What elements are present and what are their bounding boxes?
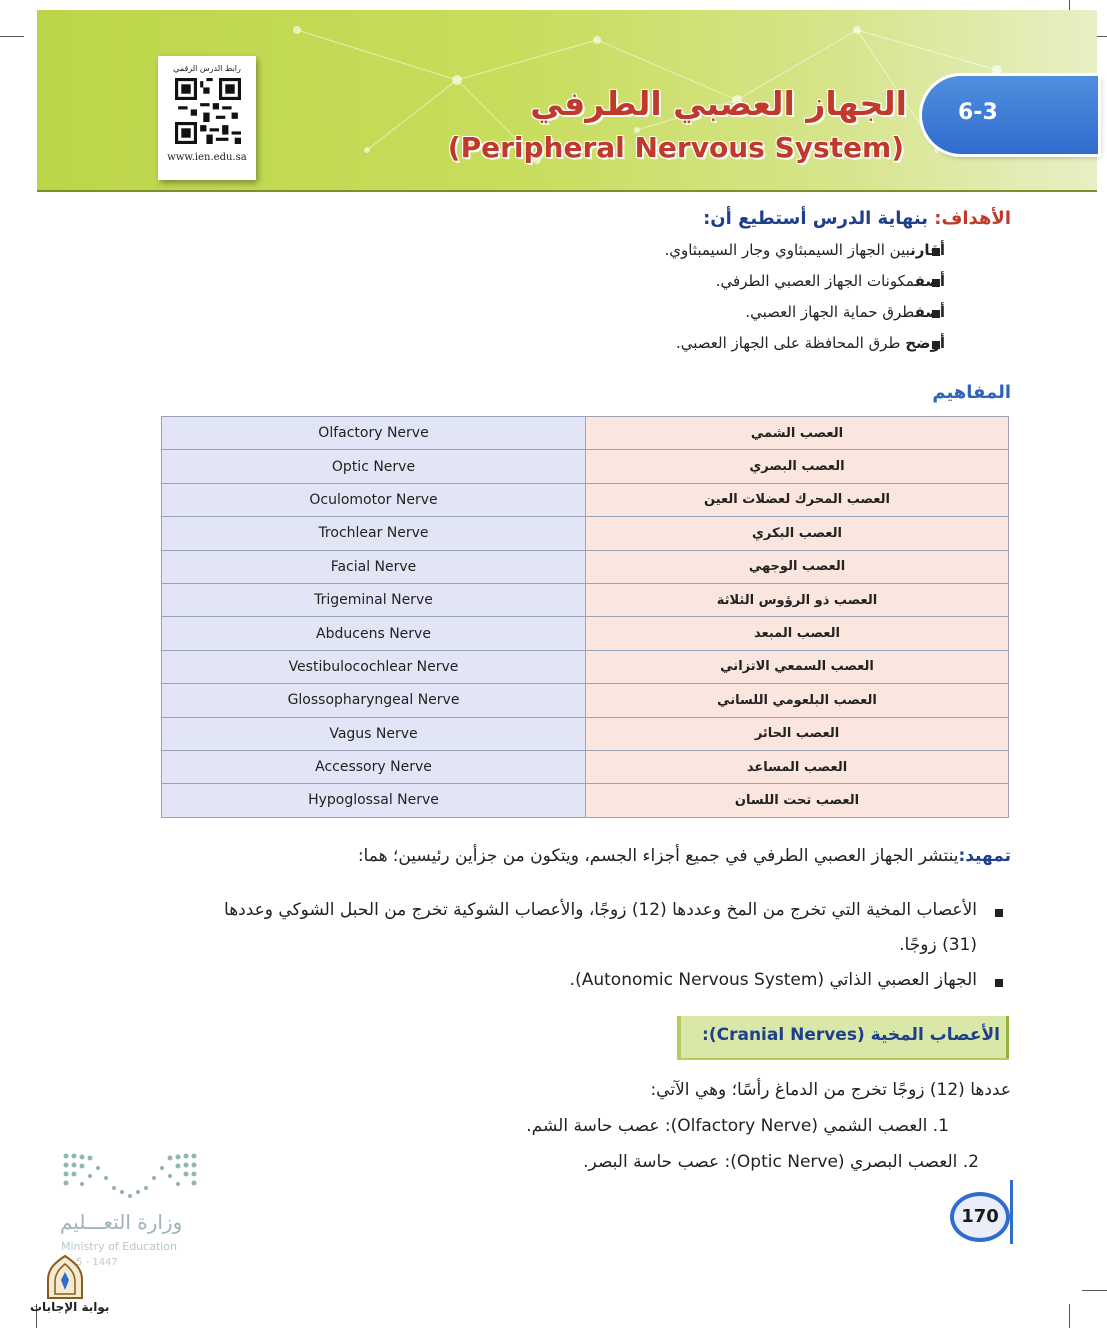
portal-name: بوابة الإجابات — [30, 1300, 110, 1314]
qr-code-icon[interactable] — [175, 78, 241, 144]
term-en: Trigeminal Nerve — [162, 583, 586, 616]
goal-item — [716, 272, 945, 290]
term-ar: العصب البصري — [586, 450, 1009, 483]
term-ar: العصب ذو الرؤوس الثلاثة — [586, 583, 1009, 616]
term-ar: العصب تحت اللسان — [586, 784, 1009, 817]
page-number: 170 — [950, 1192, 1010, 1242]
table-row — [162, 650, 1009, 683]
bullet-icon — [995, 909, 1003, 917]
crop-mark — [0, 36, 24, 37]
intro-bullet-1: الأعصاب المخية التي تخرج من المخ وعددها (12) زوجًا، والأعصاب الشوكية تخرج من الحبل الشوكي وعددها — [224, 900, 977, 920]
intro-paragraph — [358, 846, 1011, 866]
portal-logo-icon — [44, 1254, 86, 1300]
term-en: Oculomotor Nerve — [162, 483, 586, 516]
ministry-name-ar: وزارة التعـــليم — [60, 1210, 183, 1234]
term-ar: العصب البلعومي اللساني — [586, 684, 1009, 717]
table-row — [162, 417, 1009, 450]
table-row — [162, 784, 1009, 817]
cranial-lead: عددها (12) زوجًا تخرج من الدماغ رأسًا؛ وهي الآتي: — [650, 1080, 1011, 1100]
lesson-title-ar: الجهاز العصبي الطرفي — [530, 84, 907, 123]
table-row — [162, 517, 1009, 550]
goal-item — [676, 334, 945, 352]
goals-heading — [703, 208, 1011, 229]
goal-text: طرق المحافظة على الجهاز العصبي. — [676, 334, 906, 352]
goals-key: الأهداف: — [934, 208, 1011, 229]
table-row — [162, 483, 1009, 516]
crop-mark — [1069, 1304, 1070, 1328]
term-en: Optic Nerve — [162, 450, 586, 483]
ministry-logo-icon — [60, 1150, 200, 1200]
term-en: Abducens Nerve — [162, 617, 586, 650]
table-row — [162, 550, 1009, 583]
goal-verb: أقارن — [910, 241, 945, 259]
goal-item — [745, 303, 945, 321]
term-ar: العصب المبعد — [586, 617, 1009, 650]
cranial-item: 2. العصب البصري (Optic Nerve): عصب حاسة البصر. — [583, 1152, 979, 1172]
goal-item — [664, 241, 945, 259]
term-en: Trochlear Nerve — [162, 517, 586, 550]
ministry-name-en: Ministry of Education — [61, 1240, 178, 1253]
goal-verb: أصف — [914, 303, 945, 321]
intro-text: ينتشر الجهاز العصبي الطرفي في جميع أجزاء الجسم، ويتكون من جزأين رئيسين؛ هما: — [357, 846, 959, 866]
term-ar: العصب المحرك لعضلات العين — [586, 483, 1009, 516]
table-row — [162, 583, 1009, 616]
goal-text: طرق حماية الجهاز العصبي. — [745, 303, 915, 321]
term-en: Glossopharyngeal Nerve — [162, 684, 586, 717]
ministry-year: 5 - 1447 — [76, 1257, 118, 1268]
term-ar: العصب المساعد — [586, 750, 1009, 783]
table-row — [162, 717, 1009, 750]
goal-text: بين الجهاز السيمبثاوي وجار السيمبثاوي. — [664, 241, 911, 259]
intro-key: تمهيد: — [958, 846, 1011, 866]
term-en: Facial Nerve — [162, 550, 586, 583]
term-en: Hypoglossal Nerve — [162, 784, 586, 817]
term-en: Olfactory Nerve — [162, 417, 586, 450]
cranial-item: 1. العصب الشمي (Olfactory Nerve): عصب حاسة الشم. — [526, 1116, 949, 1136]
term-en: Vagus Nerve — [162, 717, 586, 750]
intro-bullet-2: الجهاز العصبي الذاتي (Autonomic Nervous System). — [569, 970, 977, 990]
goal-text: مكونات الجهاز العصبي الطرفي. — [715, 272, 915, 290]
table-row — [162, 450, 1009, 483]
term-ar: العصب الشمي — [586, 417, 1009, 450]
table-row — [162, 684, 1009, 717]
term-ar: العصب الوجهي — [586, 550, 1009, 583]
goals-text: بنهاية الدرس أستطيع أن: — [703, 208, 928, 229]
concepts-heading: المفاهيم — [932, 382, 1011, 403]
table-row — [162, 617, 1009, 650]
lesson-title-en: (Peripheral Nervous System) — [447, 131, 904, 164]
term-en: Accessory Nerve — [162, 750, 586, 783]
intro-bullet-1-cont: (31) زوجًا. — [899, 935, 977, 955]
page-number-bar — [1010, 1180, 1013, 1244]
section-banner — [677, 1016, 1009, 1058]
goal-verb: أوضح — [905, 334, 945, 352]
term-ar: العصب السمعي الاتزاني — [586, 650, 1009, 683]
section-title: الأعصاب المخية (Cranial Nerves): — [702, 1025, 1000, 1045]
qr-url[interactable]: www.ien.edu.sa — [167, 152, 247, 163]
lesson-number-tab — [922, 76, 1098, 154]
goal-verb: أصف — [914, 272, 945, 290]
term-ar: العصب البكري — [586, 517, 1009, 550]
table-row — [162, 750, 1009, 783]
crop-mark — [1082, 1290, 1107, 1291]
term-en: Vestibulocochlear Nerve — [162, 650, 586, 683]
lesson-number: 6-3 — [958, 100, 998, 125]
qr-card[interactable] — [158, 56, 256, 180]
concepts-table — [161, 416, 1009, 818]
bullet-icon — [995, 979, 1003, 987]
qr-label: رابط الدرس الرقمي — [173, 64, 241, 73]
term-ar: العصب الحائر — [586, 717, 1009, 750]
